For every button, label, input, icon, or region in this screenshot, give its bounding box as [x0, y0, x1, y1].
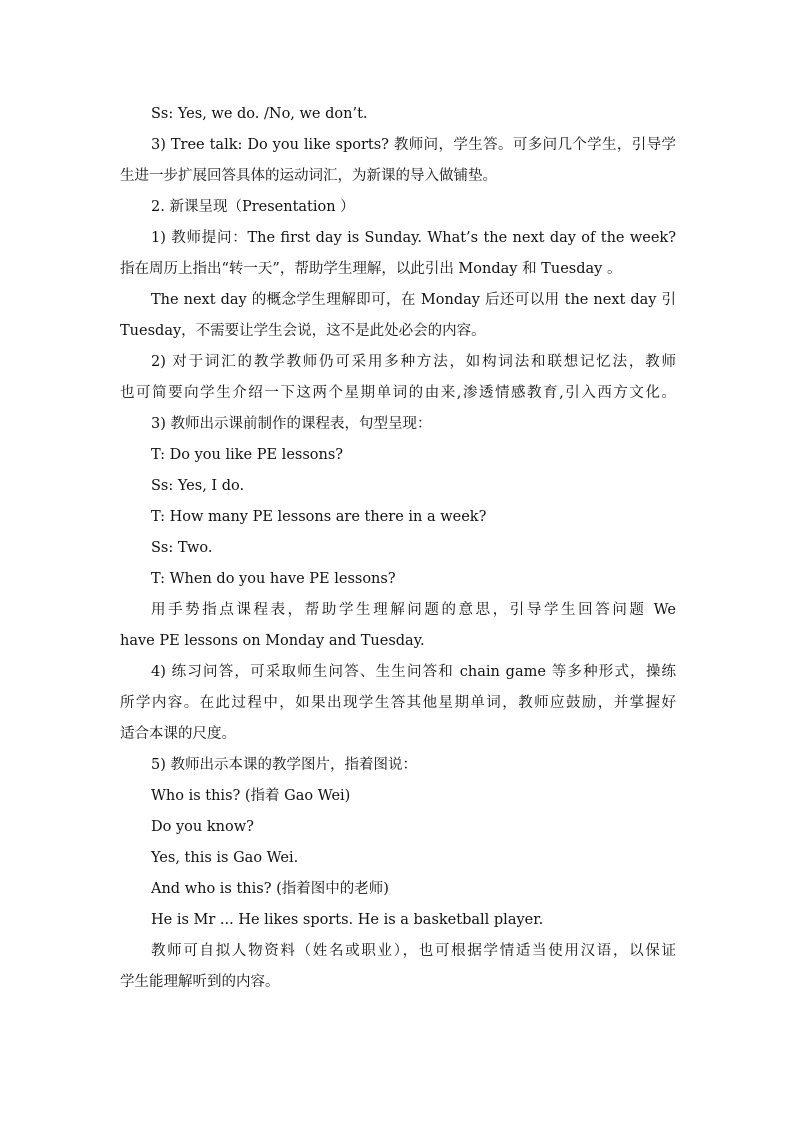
text-line: 1) 教师提问：The first day is Sunday. What’s the next day of the week?: [151, 230, 676, 246]
dialogue-line: T: When do you have PE lessons?: [151, 571, 396, 587]
text-line: 3) 教师出示课前制作的课程表，句型呈现：: [151, 416, 432, 432]
dialogue-line: Yes, this is Gao Wei.: [151, 850, 299, 866]
text-line: have PE lessons on Monday and Tuesday.: [120, 633, 425, 649]
text-line: Ss: Yes, we do. /No, we don’t.: [151, 106, 368, 122]
text-line: 5) 教师出示本课的教学图片，指着图说：: [151, 757, 417, 773]
dialogue-line: He is Mr ... He likes sports. He is a basketball player.: [151, 912, 544, 928]
text-line: Tuesday，不需要让学生会说，这不是此处必会的内容。: [120, 323, 486, 339]
text-line: 用手势指点课程表，帮助学生理解问题的意思，引导学生回答问题 We: [151, 602, 676, 618]
document-body: [120, 99, 676, 998]
text-line: 3) Tree talk: Do you like sports? 教师问，学生答。可多问几个学生，引导学: [151, 137, 676, 153]
section-heading: 2. 新课呈现（Presentation ）: [151, 199, 355, 215]
text-line: 学生能理解听到的内容。: [120, 974, 280, 990]
text-line: 也可简要向学生介绍一下这两个星期单词的由来,渗透情感教育,引入西方文化。: [120, 385, 676, 401]
dialogue-line: Ss: Two.: [151, 540, 213, 556]
text-line: 所学内容。在此过程中，如果出现学生答其他星期单词，教师应鼓励，并掌握好: [120, 695, 676, 711]
dialogue-line: And who is this? (指着图中的老师): [151, 881, 389, 897]
text-line: 4) 练习问答，可采取师生问答、生生问答和 chain game 等多种形式，操练: [151, 664, 676, 680]
text-line: 2) 对于词汇的教学教师仍可采用多种方法，如构词法和联想记忆法，教师: [151, 354, 676, 370]
dialogue-line: Who is this? (指着 Gao Wei): [151, 788, 351, 804]
dialogue-line: Ss: Yes, I do.: [151, 478, 245, 494]
text-line: 指在周历上指出“转一天”，帮助学生理解，以此引出 Monday 和 Tuesday 。: [120, 261, 622, 277]
text-line: 适合本课的尺度。: [120, 726, 236, 742]
text-line: The next day 的概念学生理解即可，在 Monday 后还可以用 the next day 引: [151, 292, 676, 308]
dialogue-line: T: How many PE lessons are there in a week?: [151, 509, 487, 525]
dialogue-line: Do you know?: [151, 819, 254, 835]
text-line: 教师可自拟人物资料（姓名或职业），也可根据学情适当使用汉语，以保证: [151, 943, 676, 959]
dialogue-line: T: Do you like PE lessons?: [151, 447, 344, 463]
text-line: 生进一步扩展回答具体的运动词汇，为新课的导入做铺垫。: [120, 168, 497, 184]
